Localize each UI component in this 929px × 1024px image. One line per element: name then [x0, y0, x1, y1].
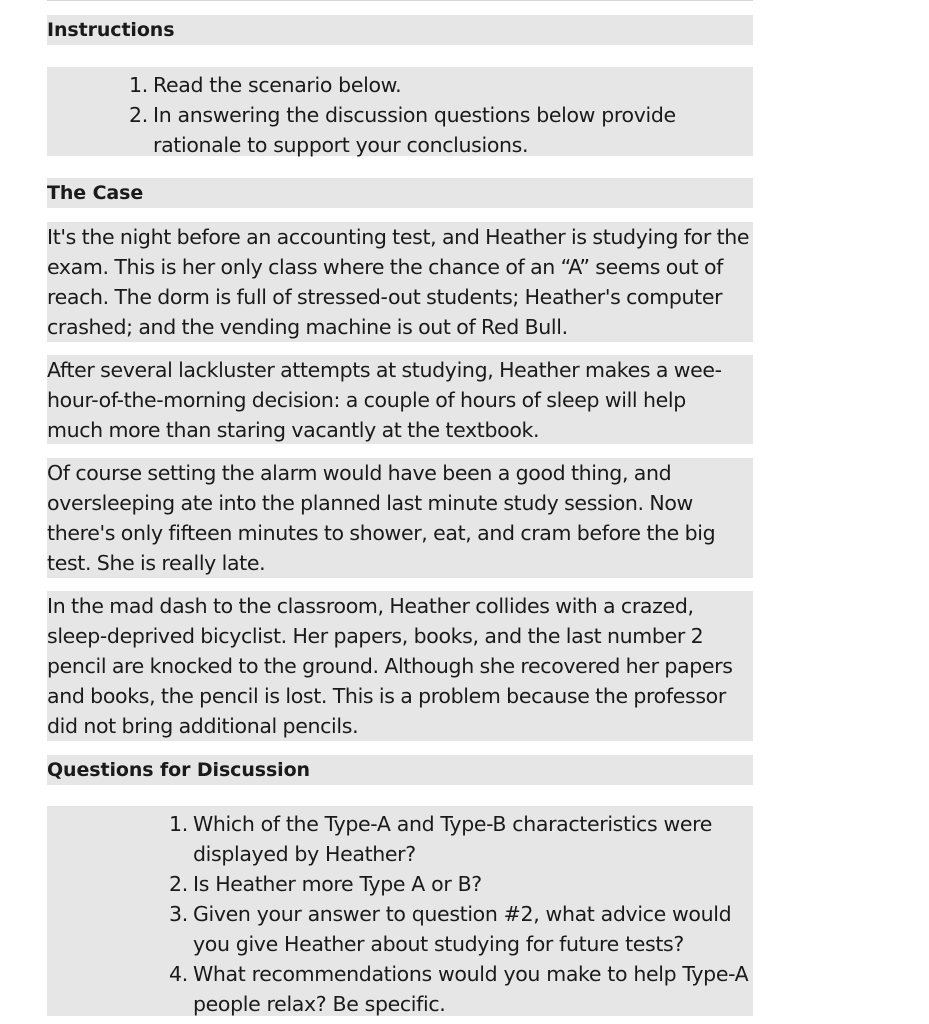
list-item — [169, 959, 753, 1019]
top-divider — [47, 0, 753, 1]
list-item-text: Given your answer to question #2, what advice would you give Heather about studying for future tests? — [193, 902, 732, 956]
list-item-text: Read the scenario below. — [153, 73, 402, 97]
case-paragraph: It's the night before an accounting test, and Heather is studying for the exam. This is her only class where the chance of an “A” seems out of reach. The dorm is full of stressed-out students; Heather's computer crashed; and the vending machine is out of Red Bull. — [47, 222, 753, 342]
list-item — [169, 899, 738, 959]
list-item-text: Is Heather more Type A or B? — [193, 872, 482, 896]
list-item-text: Which of the Type-A and Type-B characteristics were displayed by Heather? — [193, 812, 713, 866]
list-number: 1. — [129, 73, 148, 97]
case-paragraph: In the mad dash to the classroom, Heather collides with a crazed, sleep-deprived bicyclist. Her papers, books, and the last number 2 pencil are knocked to the ground. Although she recovered her papers and books, the pencil is lost. This is a problem because the professor did not bring additional pencils. — [47, 591, 753, 741]
list-item-text: In answering the discussion questions below provide rationale to support your conclusions. — [153, 103, 676, 157]
list-item — [169, 869, 753, 899]
questions-list — [47, 806, 753, 1016]
list-item — [129, 70, 753, 100]
list-number: 3. — [169, 902, 188, 926]
list-item — [129, 100, 698, 160]
list-number: 1. — [169, 812, 188, 836]
list-number: 2. — [169, 872, 188, 896]
list-number: 2. — [129, 103, 148, 127]
questions-heading: Questions for Discussion — [47, 755, 753, 785]
case-heading: The Case — [47, 178, 753, 208]
instructions-heading: Instructions — [47, 15, 753, 45]
list-item-text: What recommendations would you make to help Type-A people relax? Be specific. — [193, 962, 749, 1016]
list-number: 4. — [169, 962, 188, 986]
instructions-list — [47, 67, 753, 156]
case-paragraph: After several lackluster attempts at studying, Heather makes a wee-hour-of-the-morning decision: a couple of hours of sleep will help much more than staring vacantly at the textbook. — [47, 355, 753, 444]
list-item — [169, 809, 733, 869]
case-paragraph: Of course setting the alarm would have been a good thing, and oversleeping ate into the planned last minute study session. Now there's only fifteen minutes to shower, eat, and cram before the big test. She is really late. — [47, 458, 753, 578]
